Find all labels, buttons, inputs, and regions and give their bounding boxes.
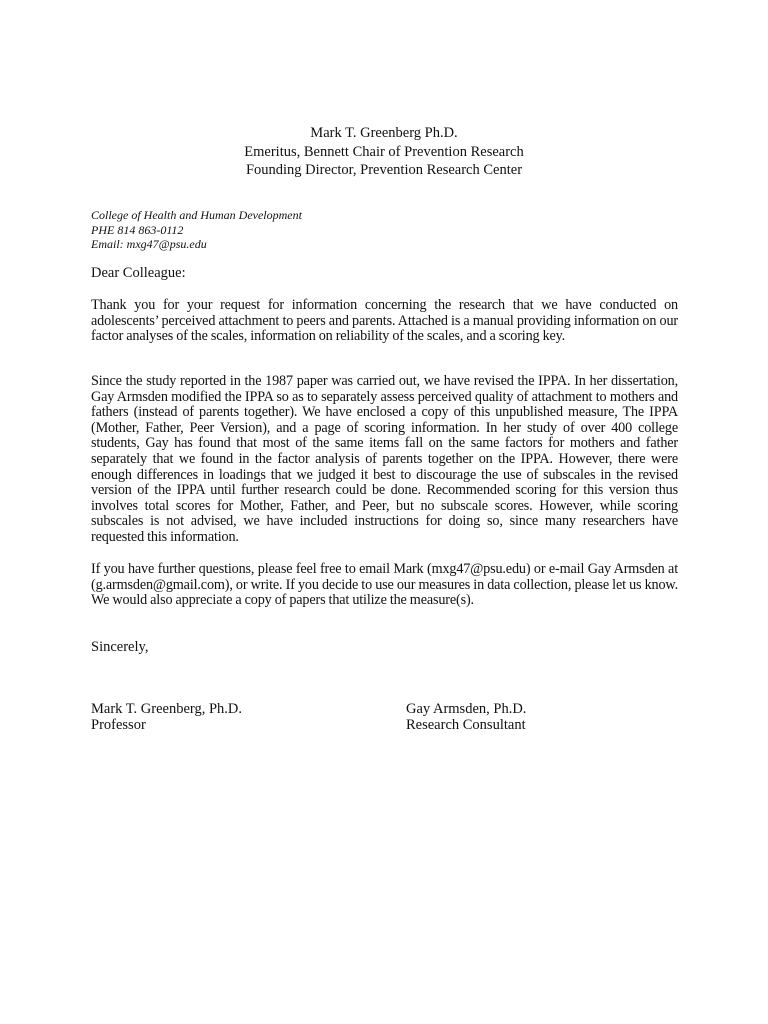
signature-left-name: Mark T. Greenberg, Ph.D. (91, 701, 243, 717)
contact-college: College of Health and Human Development (91, 208, 302, 222)
letterhead-title-2: Founding Director, Prevention Research Center (245, 162, 523, 178)
letterhead-title-1: Emeritus, Bennett Chair of Prevention Research (244, 143, 524, 160)
contact-email: Email: mxg47@psu.edu (91, 237, 207, 251)
body-paragraph-1: Thank you for your request for information concerning the research that we have conducted on adolescents’ perceived attachment to peers and parents. Attached is a manual providing information on our factor analyses of the scales, information on reliability of the scales, and a scoring key. (91, 297, 678, 345)
signature-left-role: Professor (91, 717, 146, 733)
signature-right-role: Research Consultant (406, 717, 526, 733)
contact-phone: PHE 814 863-0112 (91, 222, 184, 237)
closing: Sincerely, (91, 639, 149, 655)
contact-block (91, 208, 302, 252)
letterhead-name: Mark T. Greenberg Ph.D. (310, 125, 458, 141)
body-paragraph-3: If you have further questions, please feel free to email Mark (mxg47@psu.edu) or e-mail Gay Armsden at (g.armsden@gmail.com), or write. If you decide to use our measures in data collection, please let us know. We would also appreciate a copy of papers that utilize the measure(s). (91, 561, 678, 609)
signature-block-right (406, 701, 526, 733)
signature-right-name: Gay Armsden, Ph.D. (406, 701, 527, 717)
body-paragraph-2: Since the study reported in the 1987 paper was carried out, we have revised the IPPA. In her dissertation, Gay Armsden modified the IPPA so as to separately assess perceived quality of attachment to mothers and fathers (instead of parents together). We have enclosed a copy of this unpublished measure, The IPPA (Mother, Father, Peer Version), and a page of scoring information. In her study of over 400 college students, Gay has found that most of the same items fall on the same factors for mothers and father separately that we found in the factor analysis of parents together on the IPPA. However, there were enough differences in loadings that we judged it best to discourage the use of subscales in the revised version of the IPPA until further research could be done. Recommended scoring for this version thus involves total scores for Mother, Father, and Peer, but no subscale scores. However, while scoring subscales is not advised, we have included instructions for doing so, since many researchers have requested this information. (91, 373, 678, 545)
signature-block-left (91, 701, 242, 733)
salutation: Dear Colleague: (91, 265, 186, 281)
letterhead (0, 124, 768, 180)
